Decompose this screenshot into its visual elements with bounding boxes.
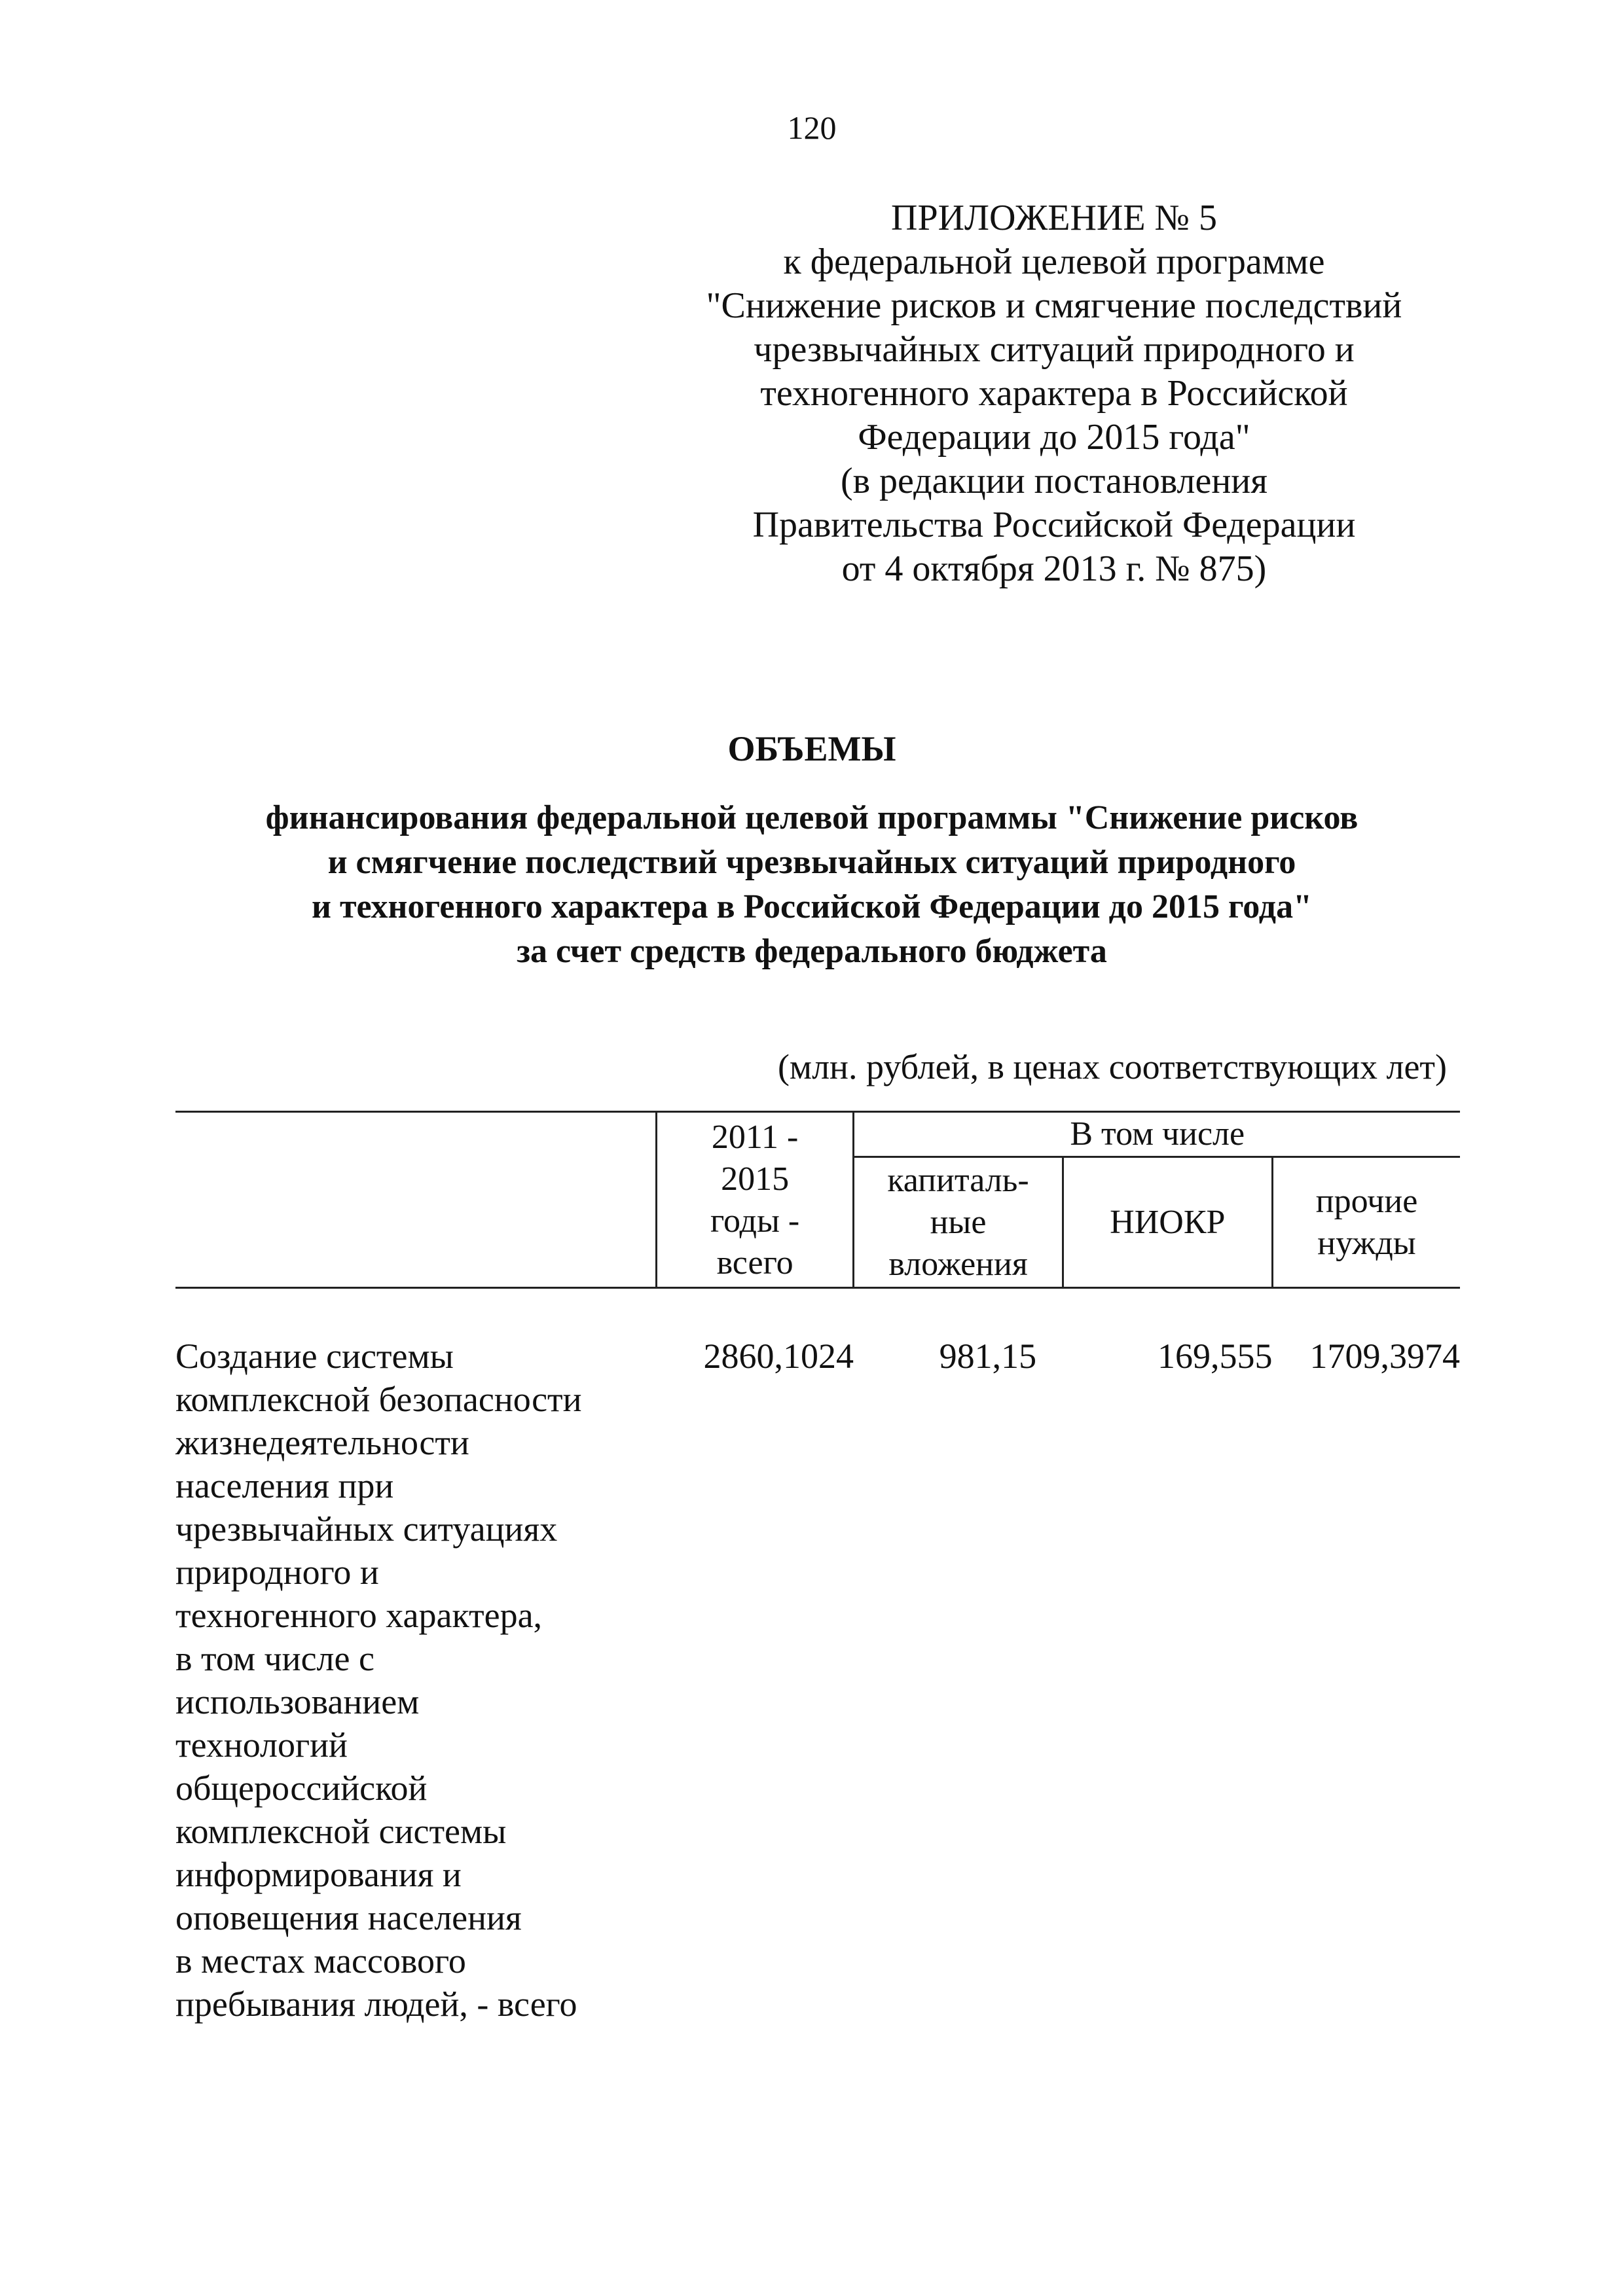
header-total-line: 2015 xyxy=(721,1160,790,1198)
row-other: 1709,3974 xyxy=(1309,1336,1460,1376)
header-capital-line: ные xyxy=(930,1203,987,1241)
header-total-line: всего xyxy=(716,1244,793,1282)
table-row xyxy=(175,1335,1460,2026)
row-research: 169,555 xyxy=(1158,1336,1273,1376)
header-other-line: прочие xyxy=(1315,1182,1418,1220)
appendix-line: от 4 октября 2013 г. № 875) xyxy=(841,548,1267,589)
financing-table xyxy=(175,1111,1460,2026)
header-total-line: 2011 - xyxy=(711,1119,799,1156)
header-including: В том числе xyxy=(854,1112,1460,1157)
row-total: 2860,1024 xyxy=(703,1336,854,1376)
appendix-heading xyxy=(655,196,1453,591)
row-label: Создание системы комплексной безопасности жизнедеятельности населения при чрезвычайных ситуациях природного и техногенного характера, в том числе с использованием технологий общероссийской комплексной системы информирования и оповещения населения в местах массового пребывания людей, - всего xyxy=(175,1336,582,2024)
appendix-line: Правительства Российской Федерации xyxy=(752,505,1356,545)
table-header-row xyxy=(175,1112,1460,1157)
units-note: (млн. рублей, в ценах соответствующих лет) xyxy=(777,1047,1447,1086)
document-title xyxy=(131,726,1493,974)
header-research: НИОКР xyxy=(1063,1157,1272,1287)
appendix-line: (в редакции постановления xyxy=(840,461,1268,501)
title-line: и смягчение последствий чрезвычайных ситуаций природного xyxy=(327,844,1296,881)
header-capital-line: вложения xyxy=(888,1245,1028,1283)
main-title: ОБЪЕМЫ xyxy=(727,729,896,768)
appendix-line: чрезвычайных ситуаций природного и xyxy=(754,329,1355,370)
row-capital: 981,15 xyxy=(939,1336,1037,1376)
appendix-line: "Снижение рисков и смягчение последствий xyxy=(706,285,1402,326)
appendix-line: Федерации до 2015 года" xyxy=(858,417,1250,457)
header-capital-line: капиталь- xyxy=(887,1161,1029,1199)
title-line: за счет средств федерального бюджета xyxy=(517,933,1107,970)
header-total-line: годы - xyxy=(710,1202,800,1240)
page-number: 120 xyxy=(787,109,837,146)
appendix-line: ПРИЛОЖЕНИЕ № 5 xyxy=(891,198,1217,238)
header-capital xyxy=(854,1157,1063,1287)
header-other-line: нужды xyxy=(1317,1224,1416,1262)
header-total xyxy=(656,1112,854,1287)
appendix-line: техногенного характера в Российской xyxy=(760,373,1348,414)
header-other xyxy=(1273,1157,1460,1287)
header-empty-cell xyxy=(175,1112,656,1287)
title-line: финансирования федеральной целевой программы "Снижение рисков xyxy=(265,799,1359,836)
title-line: и техногенного характера в Российской Федерации до 2015 года" xyxy=(312,888,1312,925)
table-spacer xyxy=(175,1288,1460,1335)
appendix-line: к федеральной целевой программе xyxy=(783,242,1325,282)
